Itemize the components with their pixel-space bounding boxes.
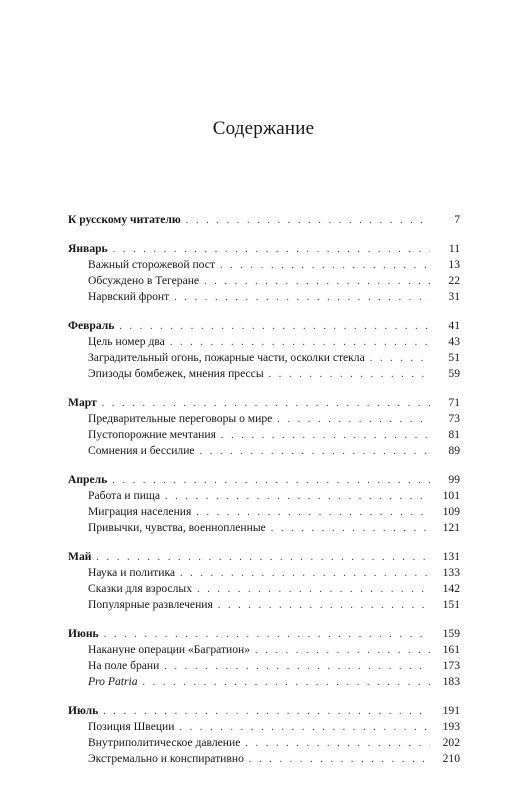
toc-entry-title: Заградительный огонь, пожарные части, осколки стекла <box>88 351 365 364</box>
page-number: 13 <box>448 258 460 271</box>
dot-leader <box>165 489 430 505</box>
toc-section-row <box>68 241 460 257</box>
toc-entry-row <box>68 411 460 427</box>
dot-leader <box>143 675 431 691</box>
toc-entry-row <box>68 597 460 613</box>
toc-entry-title: Сказки для взрослых <box>88 582 193 595</box>
toc-entry-row <box>68 581 460 597</box>
toc-entry-row <box>68 289 460 305</box>
page-number: 193 <box>442 720 460 733</box>
page-number: 173 <box>442 659 460 672</box>
toc-section-title: Март <box>68 396 97 409</box>
page-number: 131 <box>442 550 460 563</box>
dot-leader <box>96 550 430 566</box>
toc-section-title: Апрель <box>68 473 108 486</box>
toc-entry-title: Эпизоды бомбежек, мнения прессы <box>88 367 264 380</box>
page-number: 22 <box>448 274 460 287</box>
toc-section-row <box>68 549 460 565</box>
toc-entry-title: Миграция населения <box>88 505 192 518</box>
page-number: 121 <box>442 521 460 534</box>
toc-entry-row <box>68 366 460 382</box>
toc-entry-title: Цель номер два <box>88 335 165 348</box>
dot-leader <box>186 213 430 229</box>
toc-entry-row <box>68 427 460 443</box>
toc-entry-title: Экстремально и конспиративно <box>88 752 244 765</box>
dot-leader <box>104 627 430 643</box>
dot-leader <box>271 521 430 537</box>
toc-entry-title: Популярные развлечения <box>88 598 213 611</box>
toc-section-title: Июнь <box>68 627 99 640</box>
toc-entry-row <box>68 443 460 459</box>
dot-leader <box>200 444 430 460</box>
page-number: 202 <box>442 736 460 749</box>
page-number: 43 <box>448 335 460 348</box>
toc-entry-title: Pro Patria <box>88 675 138 688</box>
page-number: 99 <box>448 473 460 486</box>
page-number: 133 <box>442 566 460 579</box>
dot-leader <box>196 505 430 521</box>
page-number: 159 <box>442 627 460 640</box>
dot-leader <box>112 473 430 489</box>
dot-leader <box>197 582 430 598</box>
toc-entry-title: Работа и пища <box>88 489 160 502</box>
toc-entry-row <box>68 504 460 520</box>
page-number: 71 <box>448 396 460 409</box>
dot-leader <box>221 428 430 444</box>
dot-leader <box>170 335 430 351</box>
dot-leader <box>204 274 430 290</box>
toc-entry-row <box>68 350 460 366</box>
page-number: 191 <box>442 704 460 717</box>
page-number: 59 <box>448 367 460 380</box>
toc-entry-row <box>68 674 460 690</box>
toc-entry-title: Важный сторожевой пост <box>88 258 215 271</box>
toc-entry-title: Нарвский фронт <box>88 290 170 303</box>
page-number: 81 <box>448 428 460 441</box>
page-number: 161 <box>442 643 460 656</box>
page-number: 41 <box>448 319 460 332</box>
toc-section-title: Май <box>68 550 92 563</box>
page-number: 109 <box>442 505 460 518</box>
toc-entry-row <box>68 257 460 273</box>
toc-entry-title: Обсуждено в Тегеране <box>88 274 200 287</box>
toc-section-row <box>68 703 460 719</box>
page-number: 73 <box>448 412 460 425</box>
toc-section-row <box>68 472 460 488</box>
toc-entry-row <box>68 751 460 767</box>
dot-leader <box>249 752 430 768</box>
toc-entry-title: Пустопорожние мечтания <box>88 428 216 441</box>
toc-entry-row <box>68 719 460 735</box>
toc-section-row <box>68 626 460 642</box>
toc-entry-title: Позиция Швеции <box>88 720 175 733</box>
toc-entry-title: На поле брани <box>88 659 160 672</box>
toc-entry-row <box>68 334 460 350</box>
page-number: 7 <box>454 213 460 226</box>
toc-section-title: Июль <box>68 704 99 717</box>
toc-entry-row <box>68 642 460 658</box>
page-number: 183 <box>442 675 460 688</box>
toc-entry-row <box>68 658 460 674</box>
toc-section-title: Февраль <box>68 319 115 332</box>
toc-entry-title: Предварительные переговоры о мире <box>88 412 273 425</box>
toc-entry-row <box>68 735 460 751</box>
toc-section-title: Январь <box>68 242 108 255</box>
page-number: 31 <box>448 290 460 303</box>
page-number: 11 <box>448 242 460 255</box>
toc-section-row <box>68 395 460 411</box>
dot-leader <box>269 367 430 383</box>
page-number: 89 <box>448 444 460 457</box>
dot-leader <box>370 351 430 367</box>
page-number: 151 <box>442 598 460 611</box>
dot-leader <box>277 412 430 428</box>
dot-leader <box>255 643 430 659</box>
page-title: Содержание <box>212 118 315 139</box>
toc-entry-title: Накануне операции «Багратион» <box>88 643 251 656</box>
toc-section-row <box>68 318 460 334</box>
dot-leader <box>113 242 430 258</box>
dot-leader <box>245 736 430 752</box>
toc-entry-row <box>68 488 460 504</box>
dot-leader <box>218 598 430 614</box>
dot-leader <box>119 319 430 335</box>
page-number: 210 <box>442 752 460 765</box>
dot-leader <box>164 659 430 675</box>
dot-leader <box>180 566 430 582</box>
toc-entry-title: Внутриполитическое давление <box>88 736 241 749</box>
dot-leader <box>174 290 430 306</box>
toc-entry-row <box>68 565 460 581</box>
toc-entry-title: Привычки, чувства, военнопленные <box>88 521 266 534</box>
page-number: 101 <box>442 489 460 502</box>
dot-leader <box>179 720 430 736</box>
toc-section-title: К русскому читателю <box>68 213 181 226</box>
toc-entry-title: Сомнения и бессилие <box>88 444 195 457</box>
dot-leader <box>103 704 430 720</box>
page-number: 51 <box>448 351 460 364</box>
page-number: 142 <box>442 582 460 595</box>
toc-entry-row <box>68 520 460 536</box>
dot-leader <box>220 258 430 274</box>
toc-entry-row <box>68 273 460 289</box>
dot-leader <box>102 396 430 412</box>
toc-entry-title: Наука и политика <box>88 566 176 579</box>
toc-section-row <box>68 212 460 228</box>
